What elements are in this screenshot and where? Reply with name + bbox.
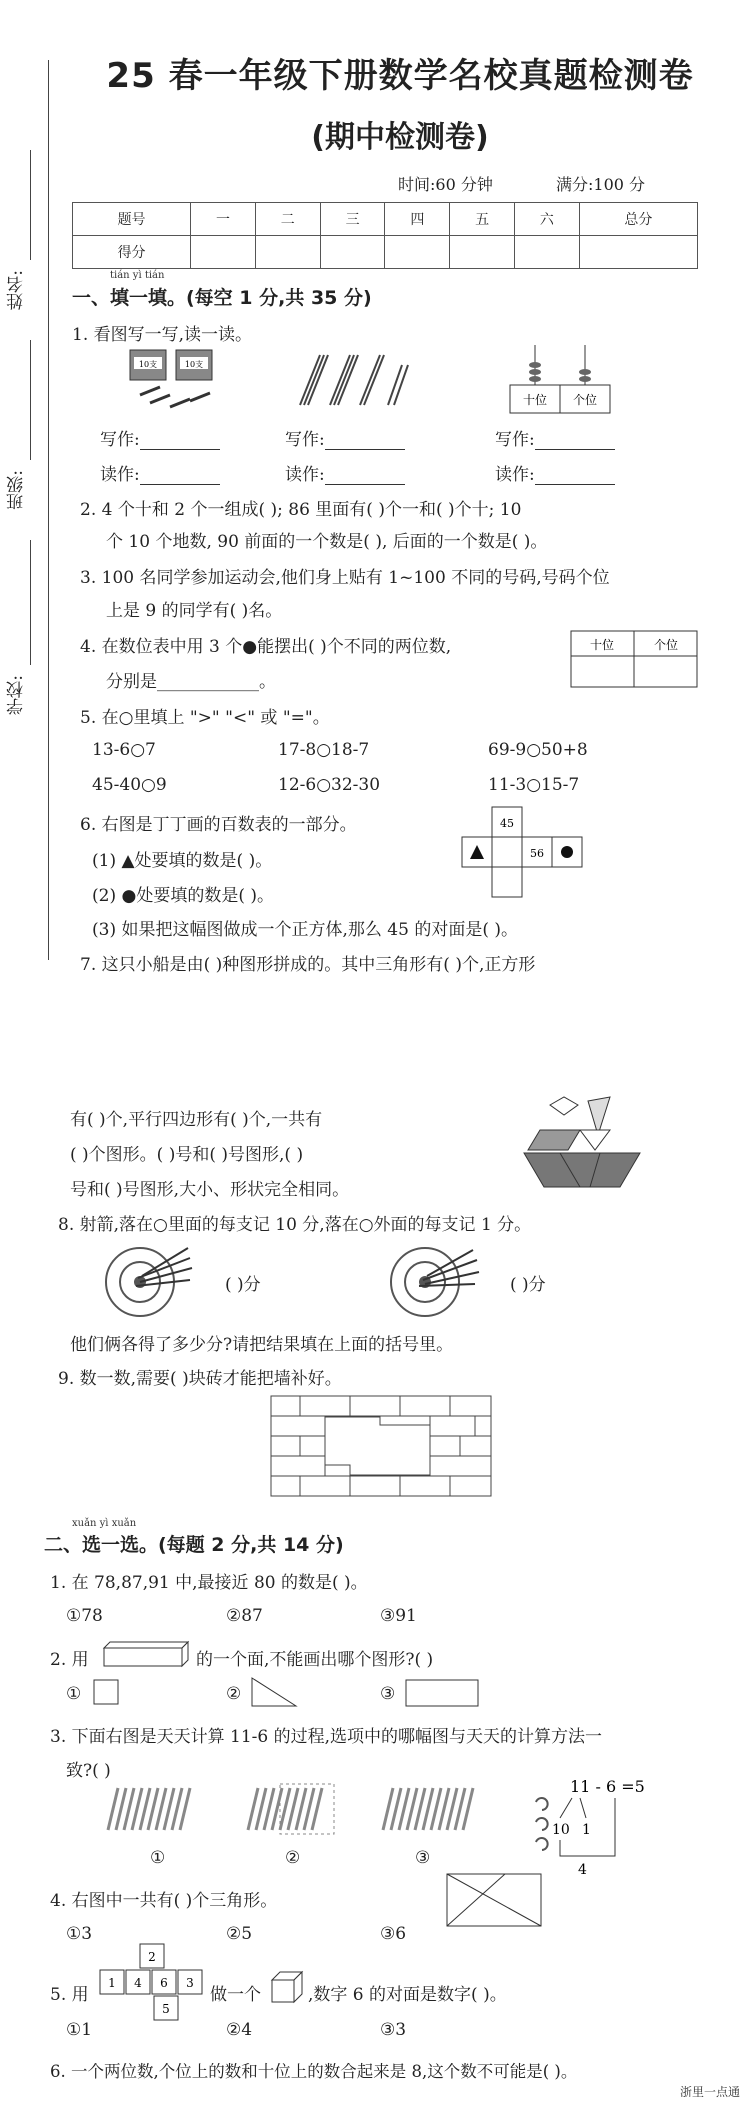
score-table [72,202,698,269]
score-input-cell[interactable] [191,236,256,269]
table-cell: 得分 [73,236,191,269]
s2-question-2-text: 的一个面,不能画出哪个图形?( ) [196,1650,434,1670]
table-cell: 总分 [579,203,697,236]
sticks-option-image [375,1780,485,1840]
option[interactable]: ②4 [226,2020,253,2040]
read-label: 读作: [100,460,220,485]
option[interactable]: ①78 [66,1606,103,1626]
side-school-label: 学校: [7,675,27,715]
option[interactable]: ② [285,1848,301,1868]
answer-blank[interactable] [140,468,220,485]
score-input-cell[interactable] [320,236,385,269]
option[interactable]: ③6 [380,1924,407,1944]
s2-question-5-mid: 做一个 [210,1985,261,2005]
stick-bundle-image [290,345,410,415]
triangle-count-figure [445,1872,545,1930]
page-subtitle: (期中检测卷) [311,120,489,155]
place-value-table [570,630,700,690]
score-input-cell[interactable] [385,236,450,269]
answer-blank[interactable] [140,433,220,450]
place-one-label: 个位 [572,393,598,407]
net-number: 4 [134,1976,142,1990]
s2-question-3-line1: 3. 下面右图是天天计算 11-6 的过程,选项中的哪幅图与天天的计算方法一 [50,1727,603,1747]
rectangle-option [404,1676,484,1710]
place-ten-label: 十位 [522,393,548,407]
answer-blank[interactable] [325,433,405,450]
sticks-option-image [240,1780,340,1840]
question-4-line1: 4. 在数位表中用 3 个●能摆出( )个不同的两位数, [80,637,452,657]
section2-title: 二、选一选。(每题 2 分,共 14 分) [44,1534,344,1556]
section1-pinyin: tián yì tián [110,270,165,281]
option[interactable]: ③ [380,1684,396,1704]
question-7-line1: 7. 这只小船是由( )种图形拼成的。其中三角形有( )个,正方形 [80,955,536,975]
score-input-cell[interactable] [515,236,580,269]
binding-line [48,60,49,960]
s2-question-4: 4. 右图中一共有( )个三角形。 [50,1891,278,1911]
option[interactable]: ① [66,1684,82,1704]
read-label: 读作: [285,460,405,485]
option[interactable]: ②5 [226,1924,253,1944]
section2-pinyin: xuǎn yì xuǎn [72,1518,137,1529]
target-image [375,1240,485,1320]
bundle-label: 10支 [184,360,204,369]
calc-4: 4 [578,1862,587,1878]
triangle-option [250,1676,300,1710]
question-5: 5. 在○里填上 ">" "<" 或 "="。 [80,708,330,728]
score-label: 满分:100 分 [556,175,646,194]
hundred-chart-net [460,805,590,905]
question-7-line2: 有( )个,平行四边形有( )个,一共有 [70,1110,323,1130]
net-number: 6 [160,1976,168,1990]
sticks-option-image [100,1780,200,1840]
score-input-cell[interactable] [255,236,320,269]
question-8: 8. 射箭,落在○里面的每支记 10 分,落在○外面的每支记 1 分。 [58,1215,532,1235]
s2-question-2-prefix: 2. 用 [50,1650,89,1670]
table-cell: 六 [515,203,580,236]
compare-item: 12-6○32-30 [278,775,381,795]
place-ten-label: 十位 [589,638,615,652]
calc-1: 1 [582,1822,591,1838]
question-6: 6. 右图是丁丁画的百数表的一部分。 [80,815,357,835]
time-label: 时间:60 分钟 [398,175,493,194]
side-name-label: 姓名: [7,270,27,310]
net-number: 2 [148,1950,156,1964]
net-number: 1 [108,1976,116,1990]
question-3-line1: 3. 100 名同学参加运动会,他们身上贴有 1~100 不同的号码,号码个位 [80,568,610,588]
question-2-line2: 个 10 个地数, 90 前面的一个数是( ), 后面的一个数是( )。 [106,532,548,552]
side-class-label: 班级: [7,470,27,510]
option[interactable]: ③3 [380,2020,407,2040]
table-cell: 题号 [73,203,191,236]
option[interactable]: ①1 [66,2020,93,2040]
brick-wall [270,1395,492,1497]
calculation-diagram [530,1772,700,1882]
cube-net [98,1942,208,2032]
option[interactable]: ② [226,1684,242,1704]
net-number: 5 [162,2002,170,2016]
boat-tangram [520,1095,650,1195]
score-input-cell[interactable] [579,236,697,269]
bundle-label: 10支 [138,360,158,369]
score-answer[interactable]: ( )分 [225,1275,261,1295]
read-label: 读作: [495,460,615,485]
question-2-line1: 2. 4 个十和 2 个一组成( ); 86 里面有( )个一和( )个十; 10 [80,500,522,520]
option[interactable]: ① [150,1848,166,1868]
table-cell: 五 [450,203,515,236]
score-input-cell[interactable] [450,236,515,269]
side-school-line [30,540,31,665]
calc-10: 10 [552,1822,570,1838]
question-6-2: (2) ●处要填的数是( )。 [92,886,274,906]
question-7-line3: ( )个图形。( )号和( )号图形,( ) [70,1145,304,1165]
question-3-line2: 上是 9 的同学有( )名。 [106,601,283,621]
compare-item: 11-3○15-7 [488,775,580,795]
question-4-line2: 分别是____________。 [106,672,276,692]
write-label: 写作: [285,425,405,450]
question-8-note: 他们俩各得了多少分?请把结果填在上面的括号里。 [70,1335,454,1355]
abacus-image [505,340,615,418]
cuboid-image [102,1640,192,1670]
option[interactable]: ②87 [226,1606,263,1626]
answer-blank[interactable] [535,468,615,485]
question-6-3: (3) 如果把这幅图做成一个正方体,那么 45 的对面是( )。 [92,920,518,940]
compare-item: 17-8○18-7 [278,740,370,760]
question-9: 9. 数一数,需要( )块砖才能把墙补好。 [58,1369,342,1389]
question-1: 1. 看图写一写,读一读。 [72,325,253,345]
table-cell: 一 [191,203,256,236]
side-name-line [30,150,31,260]
cube-image [270,1970,304,2004]
calc-text: 11 - 6 =5 [570,1777,645,1796]
target-image [90,1240,200,1320]
question-6-1: (1) ▲处要填的数是( )。 [92,851,273,871]
s2-question-5-text: ,数字 6 的对面是数字( )。 [308,1985,507,2005]
net-number: 3 [186,1976,194,1990]
page-title: 25 春一年级下册数学名校真题检测卷 [106,56,694,96]
grid-number: 56 [530,847,544,860]
option[interactable]: ③ [415,1848,431,1868]
option[interactable]: ①3 [66,1924,93,1944]
grid-number: 45 [500,817,514,830]
s2-question-1: 1. 在 78,87,91 中,最接近 80 的数是( )。 [50,1573,368,1593]
brand-watermark: 浙里一点通 [679,2085,740,2099]
score-answer[interactable]: ( )分 [510,1275,546,1295]
table-cell: 二 [255,203,320,236]
table-cell: 三 [320,203,385,236]
place-one-label: 个位 [653,638,679,652]
side-class-line [30,340,31,460]
write-label: 写作: [100,425,220,450]
section1-title: 一、填一填。(每空 1 分,共 35 分) [72,287,372,309]
s2-question-6: 6. 一个两位数,个位上的数和十位上的数合起来是 8,这个数不可能是( )。 [50,2062,578,2081]
compare-item: 13-6○7 [92,740,156,760]
answer-blank[interactable] [535,433,615,450]
compare-item: 45-40○9 [92,775,167,795]
pencil-bundle-image [120,345,230,415]
s2-question-5-prefix: 5. 用 [50,1985,89,2005]
table-cell: 四 [385,203,450,236]
compare-item: 69-9○50+8 [488,740,588,760]
answer-blank[interactable] [325,468,405,485]
square-option [92,1678,122,1708]
s2-question-3-line2: 致?( ) [66,1761,111,1781]
question-7-line4: 号和( )号图形,大小、形状完全相同。 [70,1180,350,1200]
option[interactable]: ③91 [380,1606,417,1626]
write-label: 写作: [495,425,615,450]
dot-marker [561,846,573,858]
